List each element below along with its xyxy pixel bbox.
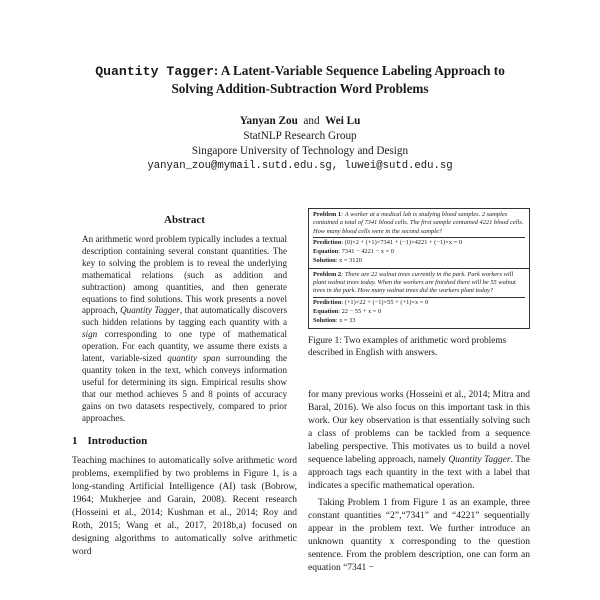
abstract-emph: Quantity Tagger (120, 305, 180, 316)
problem-2-text (313, 271, 525, 298)
right-column-figure (308, 208, 530, 360)
affiliation-university: Singapore University of Technology and Design (191, 145, 409, 157)
affiliation-lab: StatNLP Research Group (243, 130, 357, 142)
prediction-value: : (0)×2 + (+1)×7341 + (−1)×4221 + (−1)×x = 0 (341, 238, 463, 246)
author-emails: yanyan_zou@mymail.sutd.edu.sg, luwei@sutd.edu.sg (147, 160, 453, 172)
abstract-part: surrounding the quantity token in the text, which conveys information useful for determining its sign. Empirical results show that our method achieves 5 and 8 points of accuracy gains on two datasets respectively, compared to prior approaches. (82, 353, 288, 423)
paper-title (0, 62, 600, 97)
right-column-text (308, 389, 530, 575)
problem-1-solution (313, 256, 525, 265)
title-line-2: Solving Addition-Subtraction Word Problems (171, 81, 429, 96)
right-paragraph-2: Taking Problem 1 from Figure 1 as an example, three constant quantities “2”,“7341” and “4221” sequentially appear in the problem text. We further introduce an unknown quantity x corresponding to the question sentence. From the problem description, one can form an equation “7341 − (308, 498, 530, 573)
equation-label: Equation (313, 307, 339, 315)
author-names (0, 114, 600, 129)
problem-label: Problem 1 (313, 211, 342, 218)
abstract-part: , that automatically discovers such hidden relations by tagging each quantity with a (82, 305, 287, 328)
solution-label: Solution (313, 317, 336, 325)
abstract-part: An arithmetic word problem typically includes a textual description containing several constant quantities. The key to solving the problem is to reveal the underlying mathematical relations (such as addition and subtraction) among quantities, and then generate equations to find solutions. This work presents a novel approach, (82, 234, 287, 316)
figure-1-caption: Figure 1: Two examples of arithmetic word problems described in English with answers. (308, 335, 507, 359)
problem-1-prediction (313, 238, 525, 247)
problem-1-block (309, 209, 529, 268)
left-column (72, 210, 297, 559)
problem-2-block (309, 268, 529, 328)
prediction-label: Prediction (313, 298, 342, 306)
solution-label: Solution (313, 257, 336, 265)
author-2: Wei Lu (325, 115, 361, 127)
problem-2-equation (313, 307, 525, 316)
solution-value: : x = 33 (335, 317, 356, 325)
title-rest: : A Latent-Variable Sequence Labeling Approach to (213, 63, 505, 78)
equation-value: : 7341 − 4221 − x = 0 (338, 248, 394, 256)
problem-1-text (313, 211, 525, 238)
abstract-emph: quantity span (167, 353, 221, 364)
section-heading-introduction (72, 435, 297, 447)
section-title-text: Introduction (87, 434, 148, 447)
intro-paragraph: Teaching machines to automatically solve arithmetic word problems, exemplified by two problems in Figure 1, is a long-standing Artificial Intelligence (AI) task (Bobrow, 1964; Mukherjee and Garain, 2008). Recent research (Hosseini et al., 2014; Kushman et al., 2014; Roy and Roth, 2015; Wang et al., 2017, 2018b,a) focused on designing algorithms to automatically solve arithmetic word (72, 455, 297, 557)
right-paragraph-1 (308, 389, 530, 493)
abstract-heading: Abstract (164, 214, 205, 226)
author-1: Yanyan Zou (239, 115, 298, 127)
title-prefix: Quantity Tagger (95, 64, 214, 79)
abstract-part: corresponding to one type of mathematical operation. For each quantity, we assume there exists a latent, variable-sized (82, 329, 287, 364)
problem-body: : A worker at a medical lab is studying blood samples. 2 samples contained a total of 7341 blood cells. The first sample contained 4221 blood cells. How many blood cells were in the second sample? (313, 211, 524, 235)
paragraph-part: . The approach tags each quantity in the text with a label that indicates a specific mathematical operation. (308, 455, 530, 491)
problem-2-solution (313, 316, 525, 325)
prediction-value: : (+1)×22 + (−1)×55 + (+1)×x = 0 (341, 298, 429, 306)
author-and: and (303, 115, 320, 127)
paragraph-emph: Quantity Tagger (448, 455, 511, 465)
equation-value: : 22 − 55 + x = 0 (338, 307, 382, 315)
abstract-text (82, 234, 287, 425)
problem-2-prediction (313, 298, 525, 307)
problem-body: : There are 22 walnut trees currently in the park. Park workers will plant walnut trees today. When the workers are finished there will be 55 walnut trees in the park. How many walnut trees did the workers plant today? (313, 270, 516, 295)
paragraph-part: for many previous works (Hosseini et al., 2014; Mitra and Baral, 2016). We also focus on this important task in this work. Our key observation is that essentially solving such a class of problems can be tackled from a sequence labeling perspective. This motivates us to build a novel sequence labeling approach, namely (308, 390, 530, 465)
section-number: 1 (72, 434, 78, 447)
solution-value: : x = 3120 (335, 257, 362, 265)
author-block (0, 114, 600, 174)
problem-1-equation (313, 247, 525, 256)
problem-label: Problem 2 (313, 270, 342, 278)
figure-1-table (308, 208, 530, 329)
title-line-1 (0, 62, 600, 80)
prediction-label: Prediction (313, 238, 342, 246)
equation-label: Equation (313, 248, 339, 256)
abstract-emph: sign (82, 329, 98, 340)
